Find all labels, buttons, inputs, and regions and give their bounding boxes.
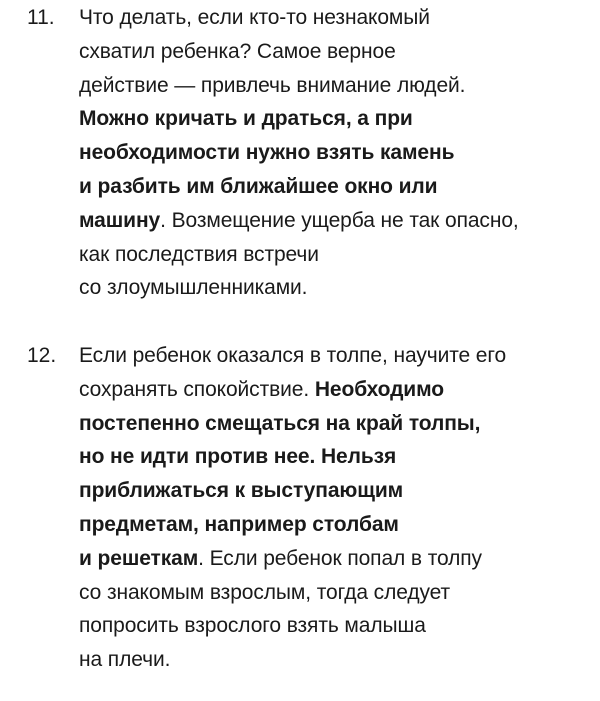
text-line <box>79 238 519 272</box>
bold-text: предметам, например столбам <box>79 512 399 536</box>
body-text: схватил ребенка? Самое верное <box>79 39 396 63</box>
text-line <box>79 339 506 373</box>
bold-text: приближаться к выступающим <box>79 479 404 503</box>
bold-text: и разбить им ближайшее окно или <box>79 174 438 198</box>
body-text: . Если ребенок попал в толпу <box>198 546 482 570</box>
text-line <box>79 474 506 508</box>
body-text: со злоумышленниками. <box>79 276 308 300</box>
text-line <box>79 1 519 35</box>
body-text: как последствия встречи <box>79 242 319 266</box>
body-text: попросить взрослого взять малыша <box>79 614 426 638</box>
text-line <box>79 643 506 677</box>
text-line <box>79 271 519 305</box>
text-line <box>79 35 519 69</box>
text-line <box>79 204 519 238</box>
item-number: 11. <box>27 6 55 29</box>
text-line <box>79 407 506 441</box>
text-line <box>79 373 506 407</box>
bold-text: и решеткам <box>79 546 199 570</box>
body-text: со знакомым взрослым, тогда следует <box>79 580 451 604</box>
text-line <box>79 576 506 610</box>
text-line <box>79 69 519 103</box>
text-line <box>79 440 506 474</box>
text-line <box>79 136 519 170</box>
item-text <box>79 1 519 305</box>
bold-text: машину <box>79 208 161 232</box>
body-text: Что делать, если кто-то незнакомый <box>79 6 430 29</box>
body-text: . Возмещение ущерба не так опасно, <box>160 208 519 232</box>
bold-text: но не идти против нее. Нельзя <box>79 445 397 469</box>
text-line <box>79 170 519 204</box>
body-text: действие — привлечь внимание людей. <box>79 73 466 97</box>
body-text: Если ребенок оказался в толпе, научите его <box>79 344 507 367</box>
text-line <box>79 609 506 643</box>
body-text: сохранять спокойствие. <box>79 377 315 401</box>
bold-text: постепенно смещаться на край толпы, <box>79 411 481 435</box>
bold-text: Можно кричать и драться, а при <box>79 107 413 131</box>
item-number: 12. <box>27 344 57 367</box>
item-text <box>79 339 506 677</box>
bold-text: Необходимо <box>314 377 444 401</box>
text-line <box>79 508 506 542</box>
bold-text: необходимости нужно взять камень <box>79 141 455 165</box>
body-text: на плечи. <box>79 648 171 672</box>
text-line <box>79 102 519 136</box>
text-line <box>79 542 506 576</box>
